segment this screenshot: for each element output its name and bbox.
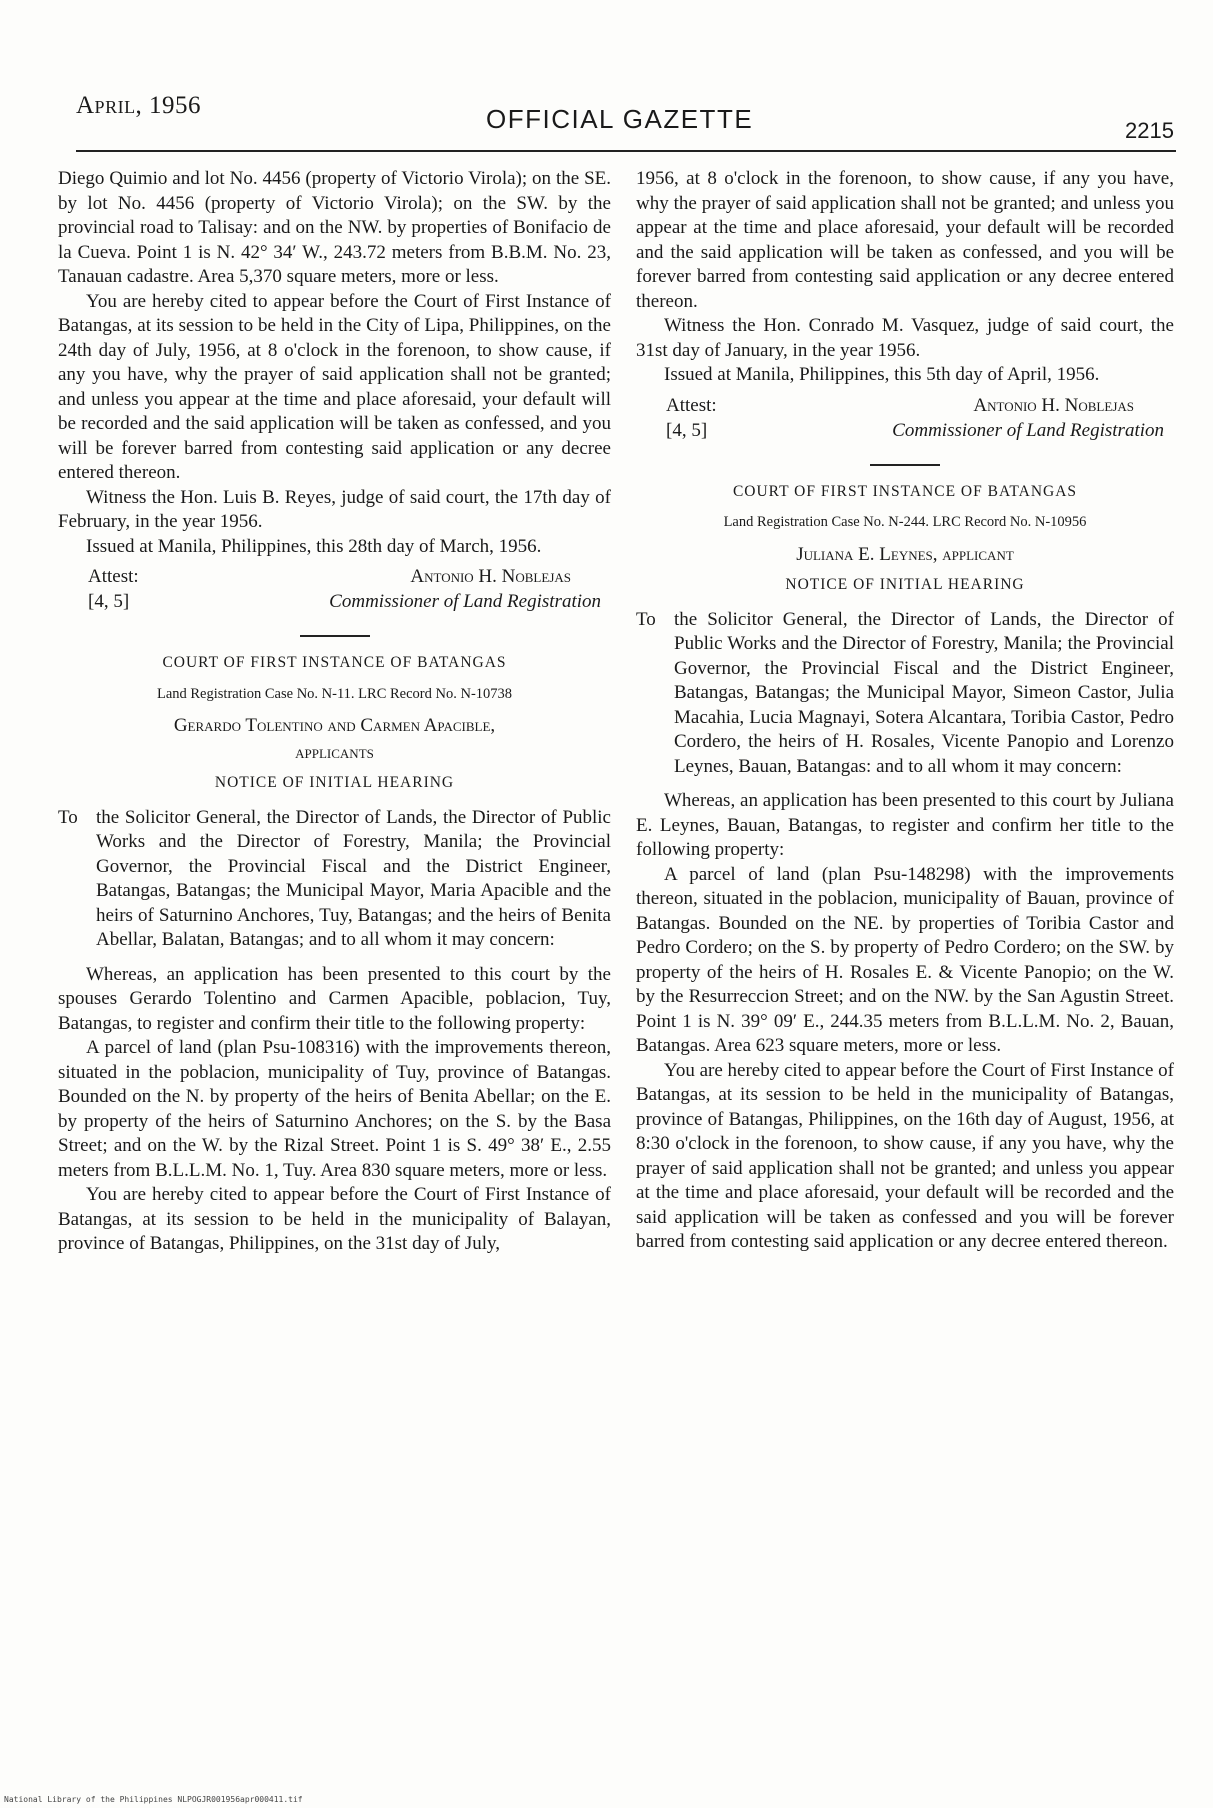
attestation-block [636,394,1174,446]
commissioner-title: Commissioner of Land Registration [329,591,601,612]
applicant-names: Juliana E. Leynes, applicant [796,543,1014,565]
addressees [58,806,611,953]
addressee-list: the Solicitor General, the Director of Lands, the Director of Public Works and the Director of Forestry, Manila; the Provincial Governor, the Provincial Fiscal and the District Engineer, Batangas, Batangas; the Municipal Mayor, Maria Apacible and the heirs of Saturnino Anchores, Tuy, Batangas; and the heirs of Benita Abellar, Balatan, Batangas; and to all whom it may concern: [96,806,611,950]
witness-paragraph: Witness the Hon. Luis B. Reyes, judge of said court, the 17th day of February, in the year 1956. [58,486,611,532]
section-divider [870,464,940,466]
parcel-description: A parcel of land (plan Psu-148298) with the improvements thereon, situated in the poblacion, municipality of Bauan, province of Batangas. Bounded on the NE. by properties of Toribia Castor and Pedro Cordero; on the S. by property of Pedro Cordero; on the SW. by property of the heirs of H. Rosales E. & Vicente Panopio; on the W. by the Resurreccion Street; and on the NW. by the San Agustin Street. Point 1 is N. 39° 09′ E., 244.35 meters from B.L.L.M. No. 2, Bauan, Batangas. Area 623 square meters, more or less. [636,863,1174,1056]
issued-paragraph: Issued at Manila, Philippines, this 28th day of March, 1956. [86,535,542,557]
whereas-paragraph: Whereas, an application has been presented to this court by the spouses Gerardo Tolentino and Carmen Apacible, poblacion, Tuy, Batangas, to register and confirm their title to the following property: [58,963,611,1034]
publication-title: OFFICIAL GAZETTE [486,104,754,134]
attest-label: Attest: [666,394,717,416]
witness-paragraph: Witness the Hon. Conrado M. Vasquez, judge of said court, the 31st day of January, in the year 1956. [636,315,1174,361]
citation-paragraph: You are hereby cited to appear before the Court of First Instance of Batangas, at its session to be held in the municipality of Batangas, province of Batangas, Philippines, on the 16th day of August, 1956, at 8:30 o'clock in the forenoon, to show cause, if any you have, why the prayer of said application shall not be granted; and unless you appear at the time and place aforesaid, your default will be recorded and the said application will be taken as confessed and you will be forever barred from contesting said application or any decree entered thereon. [636,1059,1174,1252]
commissioner-name: Antonio H. Noblejas [410,566,571,587]
left-column [58,167,611,1257]
page-number: 2215 [1125,118,1174,143]
notice-heading: NOTICE OF INITIAL HEARING [214,774,455,791]
commissioner-title: Commissioner of Land Registration [892,419,1164,441]
header-rule [76,150,1176,152]
court-heading: COURT OF FIRST INSTANCE OF BATANGAS [162,654,507,671]
parcel-description: A parcel of land (plan Psu-108316) with the improvements thereon, situated in the poblacion, municipality of Tuy, province of Batangas. Bounded on the N. by property of the heirs of Benita Abellar; on the E. by property of the heirs of Saturnino Anchores; on the S. by the Basa Street; and on the W. by the Rizal Street. Point 1 is S. 49° 38′ E., 2.55 meters from B.L.L.M. No. 1, Tuy. Area 830 square meters, more or less. [58,1037,611,1181]
whereas-paragraph: Whereas, an application has been presented to this court by Juliana E. Leynes, Bauan, Batangas, to register and confirm her title to the following property: [636,790,1174,860]
applicant-names: Gerardo Tolentino and Carmen Apacible, [173,715,496,736]
page-header [76,86,1176,146]
applicant-role: applicants [295,741,374,763]
issue-reference: [4, 5] [666,419,708,441]
continued-paragraph: Diego Quimio and lot No. 4456 (property of Victorio Virola); on the SE. by lot No. 4456 (property of Victorio Virola); on the SW. by the provincial road to Talisay: and on the NW. by properties of Bonifacio de la Cueva. Point 1 is N. 42° 34′ W., 243.72 meters from B.B.M. No. 23, Tanauan cadastre. Area 5,370 square meters, more or less. [58,168,611,287]
notice-heading: NOTICE OF INITIAL HEARING [785,576,1025,593]
to-label: To [636,608,656,630]
case-number: Land Registration Case No. N-11. LRC Record No. N-10738 [156,685,513,702]
notice-leynes [636,480,1174,1255]
attestation-block [58,565,611,617]
issue-date: April, 1956 [76,92,202,119]
right-column [636,167,1174,1255]
addressees [636,608,1174,780]
issue-reference: [4, 5] [88,591,130,612]
notice-tolentino [58,651,611,1257]
to-label: To [58,806,78,828]
issued-paragraph: Issued at Manila, Philippines, this 5th day of April, 1956. [664,364,1100,385]
case-number: Land Registration Case No. N-244. LRC Record No. N-10956 [723,514,1087,530]
commissioner-name: Antonio H. Noblejas [973,394,1134,416]
citation-paragraph: You are hereby cited to appear before the Court of First Instance of Batangas, at its session to be held in the City of Lipa, Philippines, on the 24th day of July, 1956, at 8 o'clock in the forenoon, to show cause, if any you have, why the prayer of said application shall not be granted; and unless you appear at the time and place aforesaid, your default will be recorded and the said application will be taken as confessed, and you will be forever barred from contesting said application or any decree entered thereon. [58,290,611,483]
addressee-list: the Solicitor General, the Director of Lands, the Director of Public Works and the Director of Forestry, Manila; the Provincial Governor, the Provincial Fiscal and the District Engineer, Batangas, Batangas; the Municipal Mayor, Simeon Castor, Julia Macahia, Lucia Magnayi, Sotera Alcantara, Toribia Castor, Pedro Cordero, the heirs of H. Rosales, Vicente Panopio and Lorenzo Leynes, Bauan, Batangas: and to all whom it may concern: [674,608,1174,777]
court-heading: COURT OF FIRST INSTANCE OF BATANGAS [732,482,1078,500]
continued-paragraph: 1956, at 8 o'clock in the forenoon, to show cause, if any you have, why the prayer of said application shall not be granted; and unless you appear at the time and place aforesaid, your default will be recorded and the said application will be taken as confessed, and you will be forever barred from contesting said application or any decree entered thereon. [636,168,1174,312]
citation-paragraph-start: You are hereby cited to appear before the Court of First Instance of Batangas, at its session to be held in the municipality of Balayan, province of Batangas, Philippines, on the 31st day of July, [58,1184,611,1254]
attest-label: Attest: [88,566,139,587]
scan-source-footer: National Library of the Philippines NLPOGJR001956apr000411.tif [4,1795,303,1804]
section-divider [300,635,370,637]
